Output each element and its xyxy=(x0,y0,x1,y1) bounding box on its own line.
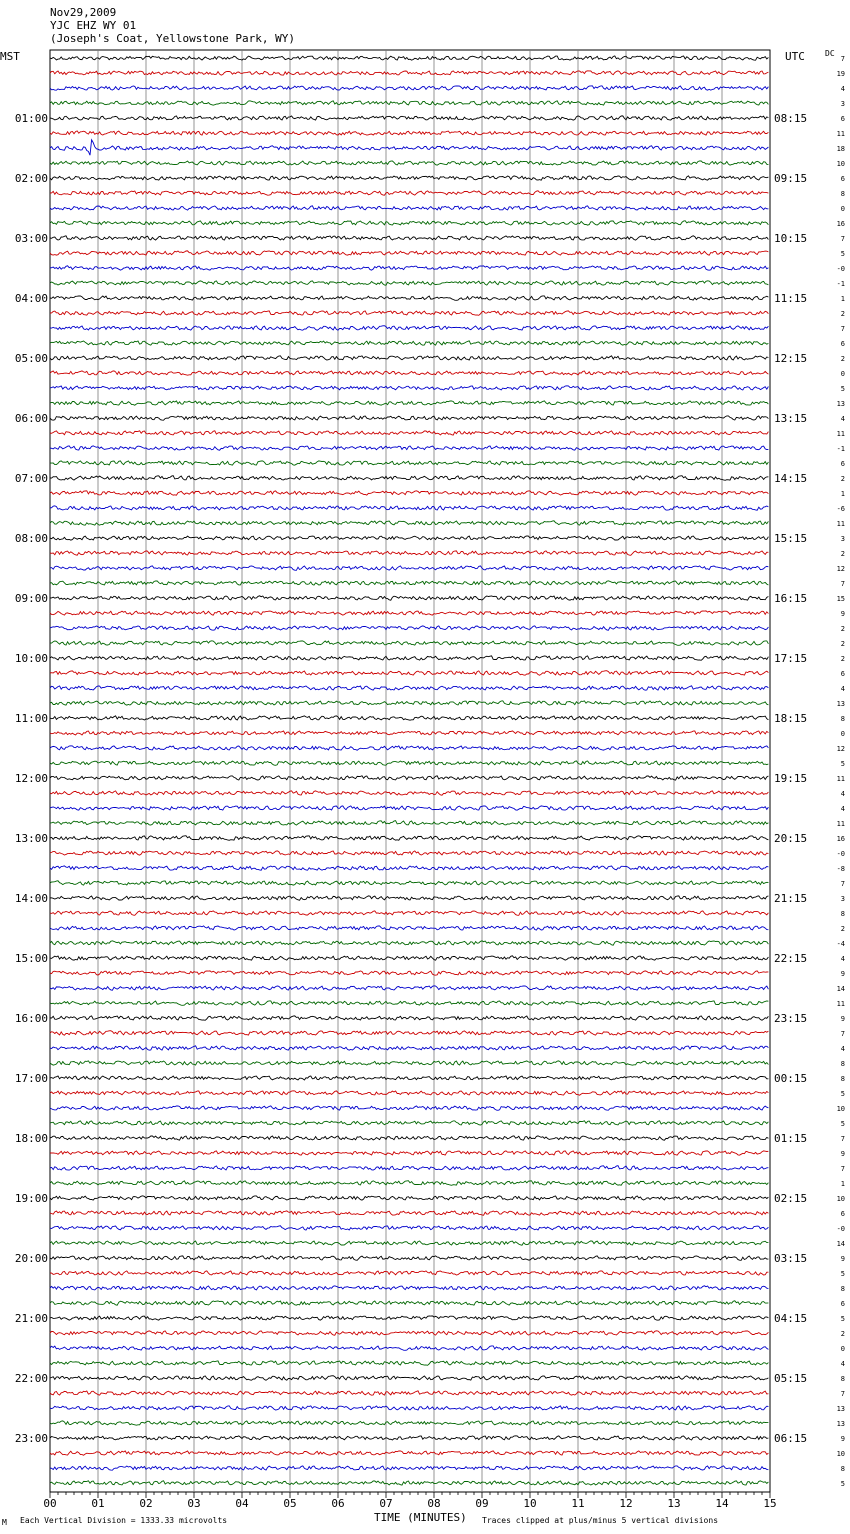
seismic-trace xyxy=(50,956,768,960)
dc-offset-label: 4 xyxy=(840,790,845,798)
seismic-trace xyxy=(50,1466,768,1470)
scale-note: Each Vertical Division = 1333.33 microvolts xyxy=(20,1516,228,1525)
seismic-trace xyxy=(50,1196,768,1200)
right-hour-label: 04:15 xyxy=(774,1312,808,1325)
dc-offset-label: 1 xyxy=(840,295,845,303)
right-hour-label: 11:15 xyxy=(774,292,808,305)
x-tick-label: 12 xyxy=(619,1497,633,1510)
dc-offset-label: 16 xyxy=(836,835,845,843)
dc-offset-label: 13 xyxy=(836,1420,845,1428)
x-tick-label: 14 xyxy=(715,1497,729,1510)
dc-offset-label: 8 xyxy=(840,1060,845,1068)
right-hour-label: 19:15 xyxy=(774,772,808,785)
x-tick-label: 11 xyxy=(571,1497,585,1510)
dc-offset-label: 4 xyxy=(840,685,845,693)
seismic-trace xyxy=(50,401,768,405)
dc-offset-label: -0 xyxy=(836,1225,845,1233)
seismic-trace xyxy=(50,671,768,676)
right-hour-label: 01:15 xyxy=(774,1132,808,1145)
dc-offset-label: 12 xyxy=(836,745,845,753)
seismic-trace xyxy=(50,551,768,555)
dc-offset-label: 6 xyxy=(840,175,845,183)
seismic-trace xyxy=(50,536,768,540)
dc-offset-label: 13 xyxy=(836,700,845,708)
dc-offset-label: 7 xyxy=(840,880,845,888)
seismic-trace xyxy=(50,776,768,780)
right-hour-label: 02:15 xyxy=(774,1192,808,1205)
right-hour-label: 06:15 xyxy=(774,1432,808,1445)
dc-offset-label: 2 xyxy=(840,1330,845,1338)
dc-offset-label: 9 xyxy=(840,1255,845,1263)
x-tick-label: 13 xyxy=(667,1497,681,1510)
x-tick-label: 00 xyxy=(43,1497,57,1510)
right-hour-label: 16:15 xyxy=(774,592,808,605)
dc-offset-label: 5 xyxy=(840,250,845,258)
left-hour-label: 05:00 xyxy=(14,352,48,365)
left-hour-label: 14:00 xyxy=(14,892,48,905)
seismic-trace xyxy=(50,86,768,90)
x-tick-label: 08 xyxy=(427,1497,441,1510)
dc-offset-label: 4 xyxy=(840,415,845,423)
seismic-trace xyxy=(50,1166,768,1170)
seismic-trace xyxy=(50,1391,768,1395)
dc-offset-label: 6 xyxy=(840,115,845,123)
dc-offset-label: -1 xyxy=(836,445,845,453)
seismic-trace xyxy=(50,1001,768,1005)
left-hour-label: 17:00 xyxy=(14,1072,48,1085)
seismic-trace xyxy=(50,761,768,765)
dc-offset-label: 10 xyxy=(836,160,845,168)
dc-offset-label: 2 xyxy=(840,310,845,318)
dc-offset-label: 11 xyxy=(836,430,845,438)
seismic-trace xyxy=(50,1211,768,1215)
right-hour-label: 08:15 xyxy=(774,112,808,125)
seismic-trace xyxy=(50,1076,768,1080)
left-hour-label: 16:00 xyxy=(14,1012,48,1025)
seismic-trace xyxy=(50,986,768,990)
seismic-trace xyxy=(50,596,768,600)
clip-note: Traces clipped at plus/minus 5 vertical divisions xyxy=(482,1516,719,1525)
right-hour-label: 05:15 xyxy=(774,1372,808,1385)
left-hour-label: 19:00 xyxy=(14,1192,48,1205)
x-tick-label: 04 xyxy=(235,1497,249,1510)
corner-mark: M xyxy=(2,1518,7,1527)
dc-offset-label: 2 xyxy=(840,655,845,663)
dc-offset-label: 6 xyxy=(840,460,845,468)
dc-offset-label: 8 xyxy=(840,1465,845,1473)
seismic-trace xyxy=(50,1406,768,1410)
seismic-trace xyxy=(50,461,768,465)
seismic-trace xyxy=(50,371,768,375)
seismic-trace xyxy=(50,896,768,900)
dc-offset-label: 4 xyxy=(840,1360,845,1368)
dc-offset-label: 5 xyxy=(840,385,845,393)
dc-offset-label: 6 xyxy=(840,1210,845,1218)
seismic-trace xyxy=(50,296,768,300)
seismic-trace xyxy=(50,716,768,720)
seismic-trace xyxy=(50,926,768,930)
dc-offset-label: 14 xyxy=(836,1240,845,1248)
seismic-trace xyxy=(50,971,768,975)
dc-offset-label: 7 xyxy=(840,1165,845,1173)
seismic-trace xyxy=(50,581,768,585)
seismic-trace xyxy=(50,656,768,660)
right-hour-label: 14:15 xyxy=(774,472,808,485)
dc-offset-label: 9 xyxy=(840,1150,845,1158)
dc-header: DC xyxy=(825,49,835,58)
dc-offset-label: 11 xyxy=(836,520,845,528)
seismic-trace xyxy=(50,221,768,225)
seismic-trace xyxy=(50,71,768,75)
left-hour-label: 22:00 xyxy=(14,1372,48,1385)
seismic-trace xyxy=(50,236,768,240)
dc-offset-label: 8 xyxy=(840,190,845,198)
x-tick-label: 05 xyxy=(283,1497,297,1510)
seismic-trace xyxy=(50,1031,768,1036)
dc-offset-label: 9 xyxy=(840,970,845,978)
right-hour-label: 20:15 xyxy=(774,832,808,845)
dc-offset-label: 8 xyxy=(840,1285,845,1293)
seismic-trace xyxy=(50,116,768,120)
dc-offset-label: -8 xyxy=(836,865,845,873)
left-hour-label: 18:00 xyxy=(14,1132,48,1145)
seismic-trace xyxy=(50,866,768,870)
dc-offset-label: -0 xyxy=(836,265,845,273)
seismic-trace xyxy=(50,1091,768,1095)
dc-offset-label: 15 xyxy=(836,595,845,603)
dc-offset-label: 6 xyxy=(840,670,845,678)
seismic-trace xyxy=(50,281,768,285)
left-hour-label: 03:00 xyxy=(14,232,48,245)
dc-offset-label: -6 xyxy=(836,505,845,513)
left-hour-label: 09:00 xyxy=(14,592,48,605)
dc-offset-label: 4 xyxy=(840,85,845,93)
seismic-trace xyxy=(50,431,768,435)
seismic-trace xyxy=(50,611,768,615)
left-hour-label: 15:00 xyxy=(14,952,48,965)
x-axis-title: TIME (MINUTES) xyxy=(374,1511,467,1524)
dc-offset-label: 19 xyxy=(836,70,845,78)
dc-offset-label: 9 xyxy=(840,1435,845,1443)
dc-offset-label: 4 xyxy=(840,1045,845,1053)
dc-offset-label: -4 xyxy=(836,940,845,948)
seismic-trace xyxy=(50,476,768,481)
seismic-trace xyxy=(50,251,768,255)
left-hour-label: 20:00 xyxy=(14,1252,48,1265)
seismic-trace xyxy=(50,1226,768,1230)
dc-offset-label: 9 xyxy=(840,1015,845,1023)
seismic-trace xyxy=(50,131,768,135)
left-hour-label: 01:00 xyxy=(14,112,48,125)
dc-offset-label: 2 xyxy=(840,925,845,933)
seismic-trace xyxy=(50,701,768,705)
dc-offset-label: 7 xyxy=(840,325,845,333)
dc-offset-label: 0 xyxy=(840,370,845,378)
seismic-trace xyxy=(50,806,768,810)
dc-offset-label: 2 xyxy=(840,355,845,363)
seismic-trace xyxy=(50,176,768,180)
seismic-trace xyxy=(50,911,768,915)
dc-offset-label: 9 xyxy=(840,610,845,618)
x-tick-label: 01 xyxy=(91,1497,105,1510)
right-hour-label: 21:15 xyxy=(774,892,808,905)
left-hour-label: 10:00 xyxy=(14,652,48,665)
dc-offset-label: 13 xyxy=(836,400,845,408)
dc-offset-label: 8 xyxy=(840,910,845,918)
dc-offset-label: 4 xyxy=(840,805,845,813)
dc-offset-label: 0 xyxy=(840,1345,845,1353)
x-tick-label: 09 xyxy=(475,1497,489,1510)
seismic-trace xyxy=(50,1136,768,1140)
dc-offset-label: 6 xyxy=(840,340,845,348)
dc-offset-label: 10 xyxy=(836,1105,845,1113)
seismic-trace xyxy=(50,1301,768,1305)
right-hour-label: 09:15 xyxy=(774,172,808,185)
dc-offset-label: 3 xyxy=(840,535,845,543)
dc-offset-label: 7 xyxy=(840,235,845,243)
right-hour-label: 00:15 xyxy=(774,1072,808,1085)
seismic-trace xyxy=(50,191,768,195)
seismic-trace xyxy=(50,521,768,525)
x-tick-label: 06 xyxy=(331,1497,345,1510)
dc-offset-label: 18 xyxy=(836,145,845,153)
seismic-trace xyxy=(50,821,768,825)
left-timezone: MST xyxy=(0,50,20,63)
seismic-trace xyxy=(50,836,768,841)
seismic-trace xyxy=(50,1286,768,1290)
dc-offset-label: 0 xyxy=(840,730,845,738)
right-hour-label: 10:15 xyxy=(774,232,808,245)
right-hour-label: 22:15 xyxy=(774,952,808,965)
dc-offset-label: 3 xyxy=(840,895,845,903)
dc-offset-label: 11 xyxy=(836,775,845,783)
dc-offset-label: 2 xyxy=(840,625,845,633)
seismic-trace xyxy=(50,1061,768,1065)
seismic-trace xyxy=(50,326,768,331)
left-hour-label: 11:00 xyxy=(14,712,48,725)
dc-offset-label: 1 xyxy=(840,1180,845,1188)
seismic-trace xyxy=(50,1481,768,1485)
seismic-trace xyxy=(50,446,768,450)
left-hour-label: 21:00 xyxy=(14,1312,48,1325)
right-hour-label: 13:15 xyxy=(774,412,808,425)
left-hour-label: 08:00 xyxy=(14,532,48,545)
seismic-trace xyxy=(50,1316,768,1320)
dc-offset-label: 7 xyxy=(840,1030,845,1038)
seismic-trace xyxy=(50,1361,768,1365)
seismic-trace xyxy=(50,416,768,420)
seismic-trace xyxy=(50,1046,768,1050)
dc-offset-label: 3 xyxy=(840,100,845,108)
right-hour-label: 17:15 xyxy=(774,652,808,665)
right-hour-label: 15:15 xyxy=(774,532,808,545)
seismic-trace xyxy=(50,56,768,60)
seismic-trace xyxy=(50,1376,768,1381)
seismic-trace xyxy=(50,356,768,360)
dc-offset-label: 2 xyxy=(840,640,845,648)
seismic-trace xyxy=(50,101,768,105)
left-hour-label: 07:00 xyxy=(14,472,48,485)
dc-offset-label: 11 xyxy=(836,130,845,138)
dc-offset-label: 12 xyxy=(836,565,845,573)
dc-offset-label: 5 xyxy=(840,1480,845,1488)
x-tick-label: 03 xyxy=(187,1497,201,1510)
seismic-trace xyxy=(50,1151,768,1155)
x-tick-label: 10 xyxy=(523,1497,537,1510)
seismic-trace xyxy=(50,491,768,495)
right-timezone: UTC xyxy=(785,50,805,63)
seismic-trace xyxy=(50,686,768,690)
dc-offset-label: 5 xyxy=(840,760,845,768)
dc-offset-label: 5 xyxy=(840,1270,845,1278)
dc-offset-label: -1 xyxy=(836,280,845,288)
dc-offset-label: 8 xyxy=(840,1375,845,1383)
seismic-trace xyxy=(50,1181,768,1186)
seismic-trace xyxy=(50,1271,768,1275)
dc-offset-label: 16 xyxy=(836,220,845,228)
seismic-trace xyxy=(50,941,768,945)
dc-offset-label: 5 xyxy=(840,1315,845,1323)
seismic-trace xyxy=(50,1331,768,1335)
dc-offset-label: 11 xyxy=(836,1000,845,1008)
plot-date: Nov29,2009 xyxy=(50,6,117,19)
station-location: (Joseph's Coat, Yellowstone Park, WY) xyxy=(50,32,296,45)
seismic-trace xyxy=(50,341,768,345)
dc-offset-label: 10 xyxy=(836,1450,845,1458)
dc-offset-label: 7 xyxy=(840,580,845,588)
seismic-trace xyxy=(50,1451,768,1455)
dc-offset-label: 2 xyxy=(840,475,845,483)
x-tick-label: 02 xyxy=(139,1497,153,1510)
dc-offset-label: 0 xyxy=(840,205,845,213)
seismic-trace xyxy=(50,641,768,646)
right-hour-label: 23:15 xyxy=(774,1012,808,1025)
dc-offset-label: 7 xyxy=(840,1135,845,1143)
seismic-trace xyxy=(50,1016,768,1020)
dc-offset-label: 7 xyxy=(840,55,845,63)
seismic-trace xyxy=(50,1256,768,1260)
seismic-trace xyxy=(50,1421,768,1425)
seismic-trace xyxy=(50,1106,768,1110)
seismic-trace xyxy=(50,386,768,390)
seismic-trace xyxy=(50,266,768,270)
seismic-trace xyxy=(50,311,768,315)
station-code: YJC EHZ WY 01 xyxy=(50,19,137,32)
seismic-trace xyxy=(50,506,768,510)
left-hour-label: 23:00 xyxy=(14,1432,48,1445)
seismic-trace xyxy=(50,731,768,735)
dc-offset-label: 5 xyxy=(840,1090,845,1098)
right-hour-label: 12:15 xyxy=(774,352,808,365)
seismic-trace xyxy=(50,1436,768,1440)
dc-offset-label: 10 xyxy=(836,1195,845,1203)
plot-frame xyxy=(50,50,770,1492)
right-hour-label: 18:15 xyxy=(774,712,808,725)
dc-offset-label: 2 xyxy=(840,550,845,558)
dc-offset-label: -0 xyxy=(836,850,845,858)
dc-offset-label: 8 xyxy=(840,715,845,723)
left-hour-label: 02:00 xyxy=(14,172,48,185)
right-hour-label: 03:15 xyxy=(774,1252,808,1265)
seismic-trace xyxy=(50,626,768,630)
dc-offset-label: 6 xyxy=(840,1300,845,1308)
x-tick-label: 07 xyxy=(379,1497,393,1510)
dc-offset-label: 5 xyxy=(840,1120,845,1128)
x-tick-label: 15 xyxy=(763,1497,777,1510)
seismic-trace xyxy=(50,1241,768,1245)
seismic-trace xyxy=(50,566,768,570)
left-hour-label: 12:00 xyxy=(14,772,48,785)
dc-offset-label: 14 xyxy=(836,985,845,993)
seismic-trace xyxy=(50,791,768,795)
left-hour-label: 06:00 xyxy=(14,412,48,425)
left-hour-label: 13:00 xyxy=(14,832,48,845)
seismic-trace xyxy=(50,1346,768,1350)
left-hour-label: 04:00 xyxy=(14,292,48,305)
dc-offset-label: 7 xyxy=(840,1390,845,1398)
dc-offset-label: 1 xyxy=(840,490,845,498)
seismic-trace xyxy=(50,851,768,855)
seismic-trace xyxy=(50,161,768,165)
seismic-trace xyxy=(50,1121,768,1125)
seismic-trace xyxy=(50,140,768,155)
dc-offset-label: 4 xyxy=(840,955,845,963)
dc-offset-label: 8 xyxy=(840,1075,845,1083)
dc-offset-label: 11 xyxy=(836,820,845,828)
seismic-trace xyxy=(50,206,768,210)
seismic-trace xyxy=(50,881,768,885)
seismic-trace xyxy=(50,746,768,750)
dc-offset-label: 13 xyxy=(836,1405,845,1413)
